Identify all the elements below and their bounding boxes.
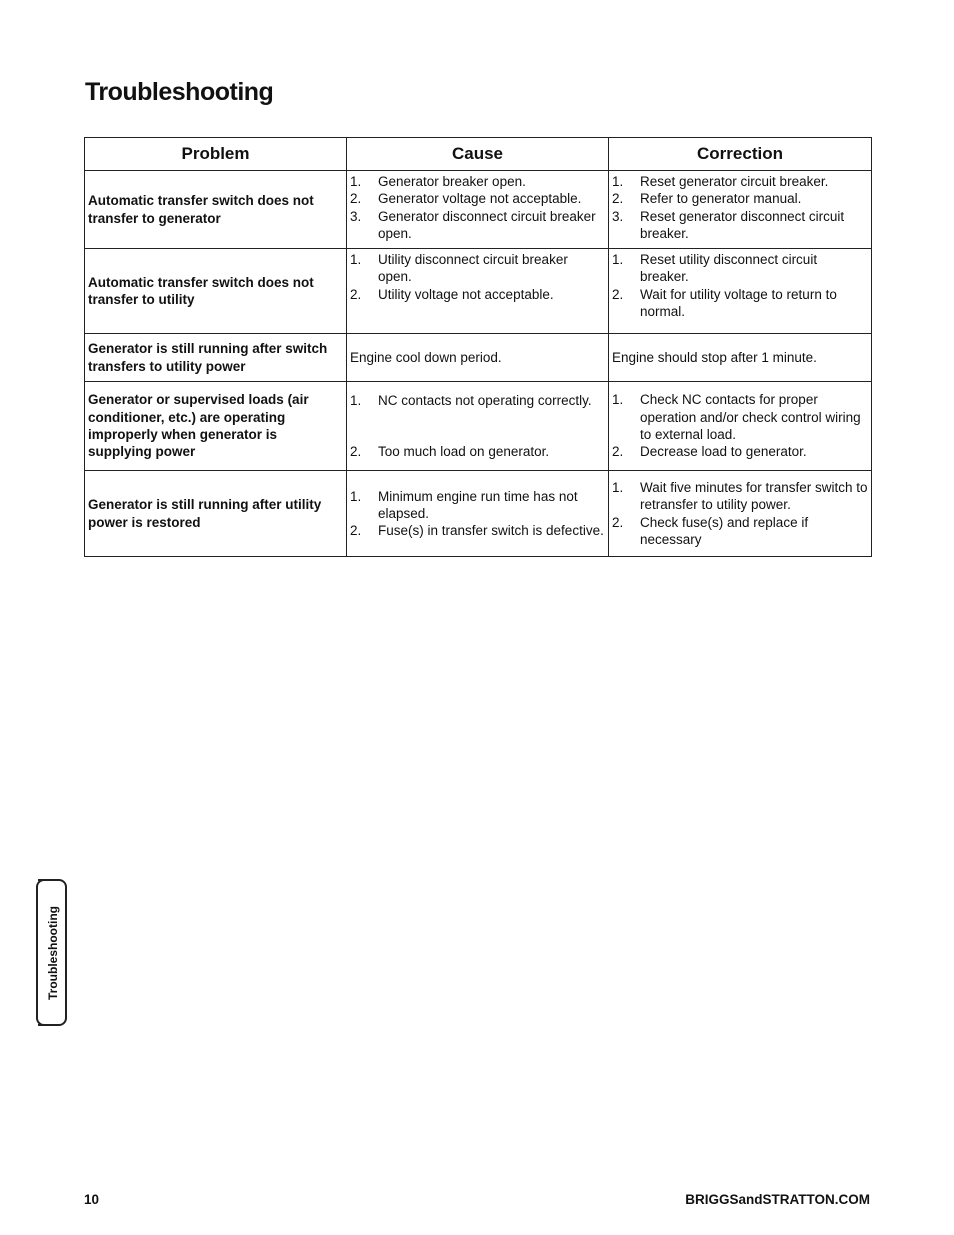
page-title: Troubleshooting bbox=[85, 78, 274, 106]
list-item: 3. Reset generator disconnect circuit breaker. bbox=[612, 208, 845, 241]
correction-cell bbox=[609, 171, 872, 249]
list-item: 1. Reset utility disconnect circuit breaker. bbox=[612, 252, 818, 285]
cause-cell: Engine cool down period. bbox=[347, 334, 609, 382]
cause-list bbox=[350, 251, 605, 303]
list-item: 1. Check NC contacts for proper operation and/or check control wiring to external load. bbox=[612, 392, 861, 442]
problem-cell: Automatic transfer switch does not transfer to generator bbox=[85, 171, 347, 249]
table-row bbox=[85, 249, 872, 334]
list-item: 1. Utility disconnect circuit breaker open. bbox=[350, 252, 568, 285]
cause-list bbox=[350, 392, 605, 461]
list-item: 2. Decrease load to generator. bbox=[612, 444, 807, 460]
correction-cell bbox=[609, 382, 872, 471]
correction-cell: Engine should stop after 1 minute. bbox=[609, 334, 872, 382]
website-footer: BRIGGSandSTRATTON.COM bbox=[685, 1192, 870, 1207]
correction-list bbox=[612, 251, 868, 320]
list-item: 2. Check fuse(s) and replace if necessary bbox=[612, 514, 809, 547]
correction-cell bbox=[609, 249, 872, 334]
table-row bbox=[85, 471, 872, 557]
table-row bbox=[85, 334, 872, 382]
correction-cell bbox=[609, 471, 872, 557]
list-item: 1. NC contacts not operating correctly. bbox=[350, 392, 592, 408]
correction-list bbox=[612, 173, 868, 242]
header-problem: Problem bbox=[85, 138, 347, 171]
correction-list bbox=[612, 391, 868, 460]
table-row bbox=[85, 382, 872, 471]
list-item: 2. Too much load on generator. bbox=[350, 444, 550, 459]
list-item: 1. Reset generator circuit breaker. bbox=[612, 174, 829, 189]
table-header-row bbox=[85, 138, 872, 171]
correction-list bbox=[612, 479, 868, 548]
list-item: 2. Wait for utility voltage to return to normal. bbox=[612, 286, 837, 319]
cause-cell bbox=[347, 249, 609, 334]
list-spacer bbox=[350, 409, 605, 426]
list-item: 2. Utility voltage not acceptable. bbox=[350, 286, 554, 302]
list-item: 2. Refer to generator manual. bbox=[612, 191, 802, 207]
list-spacer bbox=[350, 426, 605, 443]
page-number: 10 bbox=[84, 1192, 100, 1207]
cause-list bbox=[350, 488, 605, 540]
header-correction: Correction bbox=[609, 138, 872, 171]
problem-cell: Generator is still running after switch transfers to utility power bbox=[85, 334, 347, 382]
list-item: 3. Generator disconnect circuit breaker open. bbox=[350, 208, 596, 241]
cause-list bbox=[350, 173, 605, 242]
list-item: 2. Fuse(s) in transfer switch is defective. bbox=[350, 523, 604, 539]
cause-cell bbox=[347, 171, 609, 249]
list-item: 2. Generator voltage not acceptable. bbox=[350, 191, 582, 207]
cause-cell bbox=[347, 382, 609, 471]
header-cause: Cause bbox=[347, 138, 609, 171]
problem-cell: Automatic transfer switch does not transfer to utility bbox=[85, 249, 347, 334]
problem-cell: Generator or supervised loads (air conditioner, etc.) are operating improperly when generator is supplying power bbox=[85, 382, 347, 471]
problem-cell: Generator is still running after utility power is restored bbox=[85, 471, 347, 557]
cause-cell bbox=[347, 471, 609, 557]
list-item: 1. Wait five minutes for transfer switch to retransfer to utility power. bbox=[612, 479, 868, 513]
troubleshooting-table bbox=[84, 137, 872, 557]
table-row bbox=[85, 171, 872, 249]
list-item: 1. Minimum engine run time has not elapsed. bbox=[350, 488, 578, 521]
list-item: 1. Generator breaker open. bbox=[350, 174, 526, 189]
section-tab-label: Troubleshooting bbox=[46, 906, 60, 1000]
